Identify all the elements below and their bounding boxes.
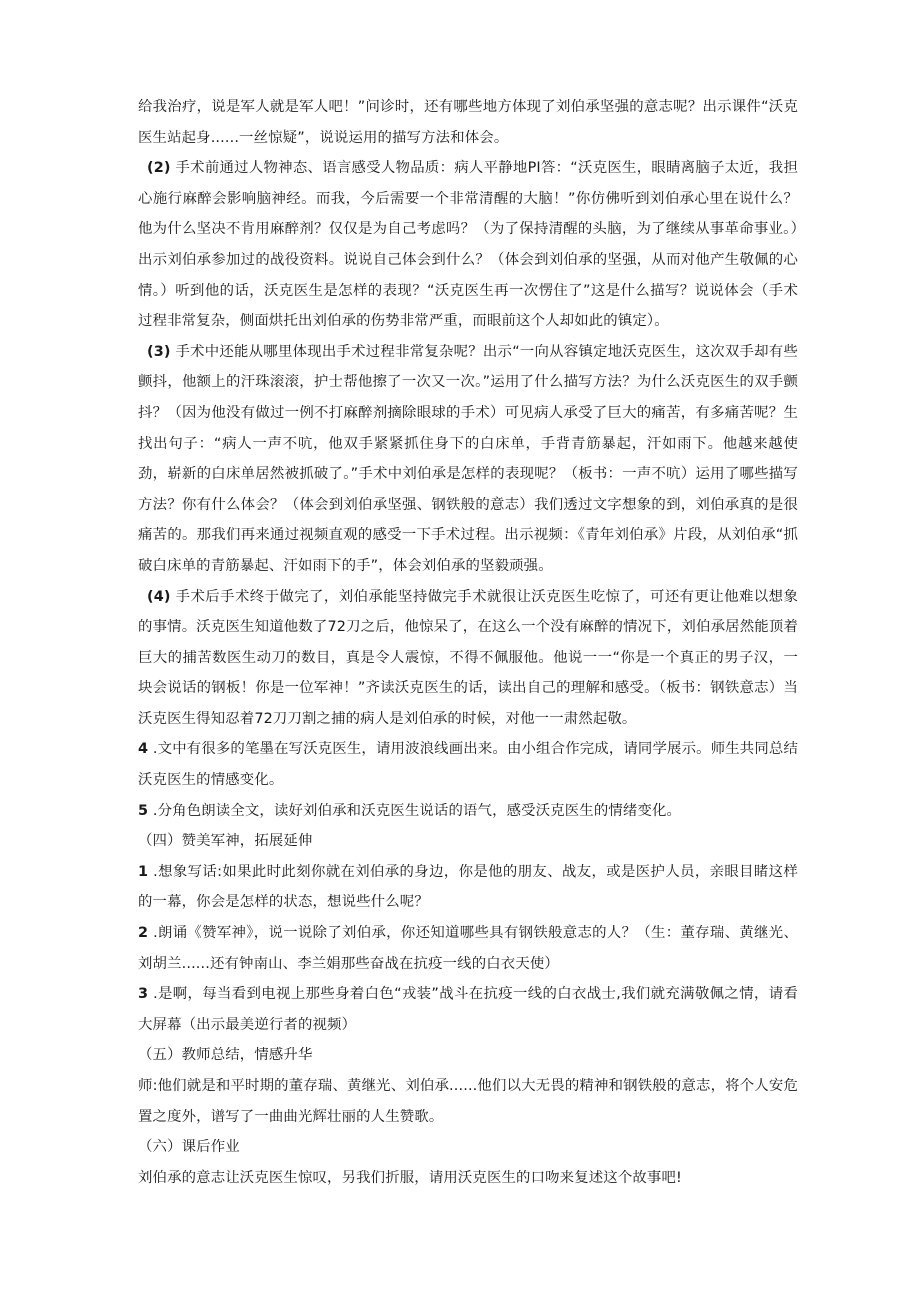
paragraph-step-1 xyxy=(138,857,798,918)
paragraph-text: 手术中还能从哪里体现出手术过程非常复杂呢？出示“一向从容镇定地沃克医生，这次双手却有些颤抖，他额上的汗珠滚滚，护士帮他擦了一次又一次。”运用了什么描写方法？为什么沃克医生的双手颤抖？（因为他没有做过一例不打麻醉剂摘除眼球的手术）可见病人承受了巨大的痛苦，有多痛苦呢？生找出句子：“病人一声不吭，他双手紧紧抓住身下的白床单，手背青筋暴起，汗如雨下。他越来越使劲，崭新的白床单居然被抓破了。”手术中刘伯承是怎样的表现呢？（板书：一声不吭）运用了哪些描写方法？你有什么体会？（体会到刘伯承坚强、钢铁般的意志）我们透过文字想象的到，刘伯承真的是很痛苦的。那我们再来通过视频直观的感受一下手术过程。出示视频：《青年刘伯承》片段，从刘伯承“抓破白床单的青筋暴起、汗如雨下的手”，体会刘伯承的坚毅顽强。 xyxy=(138,343,798,574)
step-number: 2 xyxy=(138,925,149,942)
paragraph-text: .想象写话:如果此时此刻你就在刘伯承的身边，你是他的朋友、战友，或是医护人员，亲眼目睹这样的一幕，你会是怎样的状态，想说些什么呢？ xyxy=(138,863,798,911)
step-number: 5 xyxy=(138,802,149,819)
section-heading-5: （五）教师总结，情感升华 xyxy=(138,1047,313,1064)
paragraph-item-4 xyxy=(138,582,798,735)
item-number: (4) xyxy=(147,588,171,605)
paragraph-text: .朗诵《赞军神》，说一说除了刘伯承，你还知道哪些具有钢铁般意志的人？（生：董存瑞、黄继光、刘胡兰......还有钟南山、李兰娟那些奋战在抗疫一线的白衣天使） xyxy=(138,925,798,972)
step-number: 1 xyxy=(138,863,149,880)
paragraph-item-2 xyxy=(138,153,798,337)
section-heading-4: （四）赞美军神，拓展延伸 xyxy=(138,833,313,850)
paragraph-step-4 xyxy=(138,734,798,795)
paragraph-step-2 xyxy=(138,918,798,979)
paragraph-text: .文中有很多的笔墨在写沃克医生，请用波浪线画出来。由小组合作完成，请同学展示。师生共同总结沃克医生的情感变化。 xyxy=(138,741,799,789)
item-number: (2) xyxy=(147,160,171,177)
step-number: 4 xyxy=(138,741,149,758)
step-number: 3 xyxy=(138,986,149,1003)
paragraph-text: 手术后手术终于做完了，刘伯承能坚持做完手术就很让沃克医生吃惊了，可还有更让他难以想象的事情。沃克医生知道他数了72刀之后，他惊呆了，在这么一个没有麻醉的情况下，刘伯承居然能顶着巨大的捕苦数医生动刀的数目，真是令人震惊，不得不佩服他。他说一一“你是一个真正的男子汉，一块会说话的钢板！你是一位军神！”齐读沃克医生的话，读出自己的理解和感受。（板书：钢铁意志）当沃克医生得知忍着72刀刀割之捕的病人是刘伯承的时候，对他一一肃然起敬。 xyxy=(138,588,798,727)
paragraph-teacher-summary: 师:他们就是和平时期的董存瑞、黄继光、刘伯承......他们以大无畏的精神和钢铁般的意志，将个人安危置之度外，谱写了一曲曲光辉壮丽的人生赞歌。 xyxy=(138,1078,798,1125)
item-number: (3) xyxy=(147,343,171,360)
document-body xyxy=(138,92,798,1193)
paragraph-text: .分角色朗读全文，读好刘伯承和沃克医生说话的语气，感受沃克医生的情绪变化。 xyxy=(152,802,682,819)
paragraph-continuation: 给我治疗，说是军人就是军人吧！”问诊时，还有哪些地方体现了刘伯承坚强的意志呢？出示课件“沃克医生站起身......一丝惊疑”，说说运用的描写方法和体会。 xyxy=(138,99,798,146)
paragraph-homework: 刘伯承的意志让沃克医生惊叹，另我们折服，请用沃克医生的口吻来复述这个故事吧! xyxy=(138,1169,682,1186)
paragraph-step-3 xyxy=(138,979,798,1040)
paragraph-item-3 xyxy=(138,337,798,582)
paragraph-text: .是啊，每当看到电视上那些身着白色“戎装”战斗在抗疫一线的白衣战士,我们就充满敬佩之情，请看大屏幕（出示最美逆行者的视频） xyxy=(138,986,798,1033)
section-heading-6: （六）课后作业 xyxy=(138,1139,240,1156)
paragraph-text: 手术前通过人物神态、语言感受人物品质：病人平静地PI答：“沃克医生，眼睛离脑子太近，我担心施行麻醉会影响脑神经。而我，今后需要一个非常清醒的大脑！”你仿佛听到刘伯承心里在说什么？他为什么坚决不肯用麻醉剂？仅仅是为自己考虑吗？（为了保持清醒的头脑，为了继续从事革命事业。）出示刘伯承参加过的战役资料。说说自己体会到什么？（体会到刘伯承的坚强，从而对他产生敬佩的心情。）听到他的话，沃克医生是怎样的表现？“沃克医生再一次愣住了”这是什么描写？说说体会（手术过程非常复杂，侧面烘托出刘伯承的伤势非常严重，而眼前这个人却如此的镇定）。 xyxy=(138,160,798,330)
paragraph-step-5 xyxy=(138,796,798,827)
